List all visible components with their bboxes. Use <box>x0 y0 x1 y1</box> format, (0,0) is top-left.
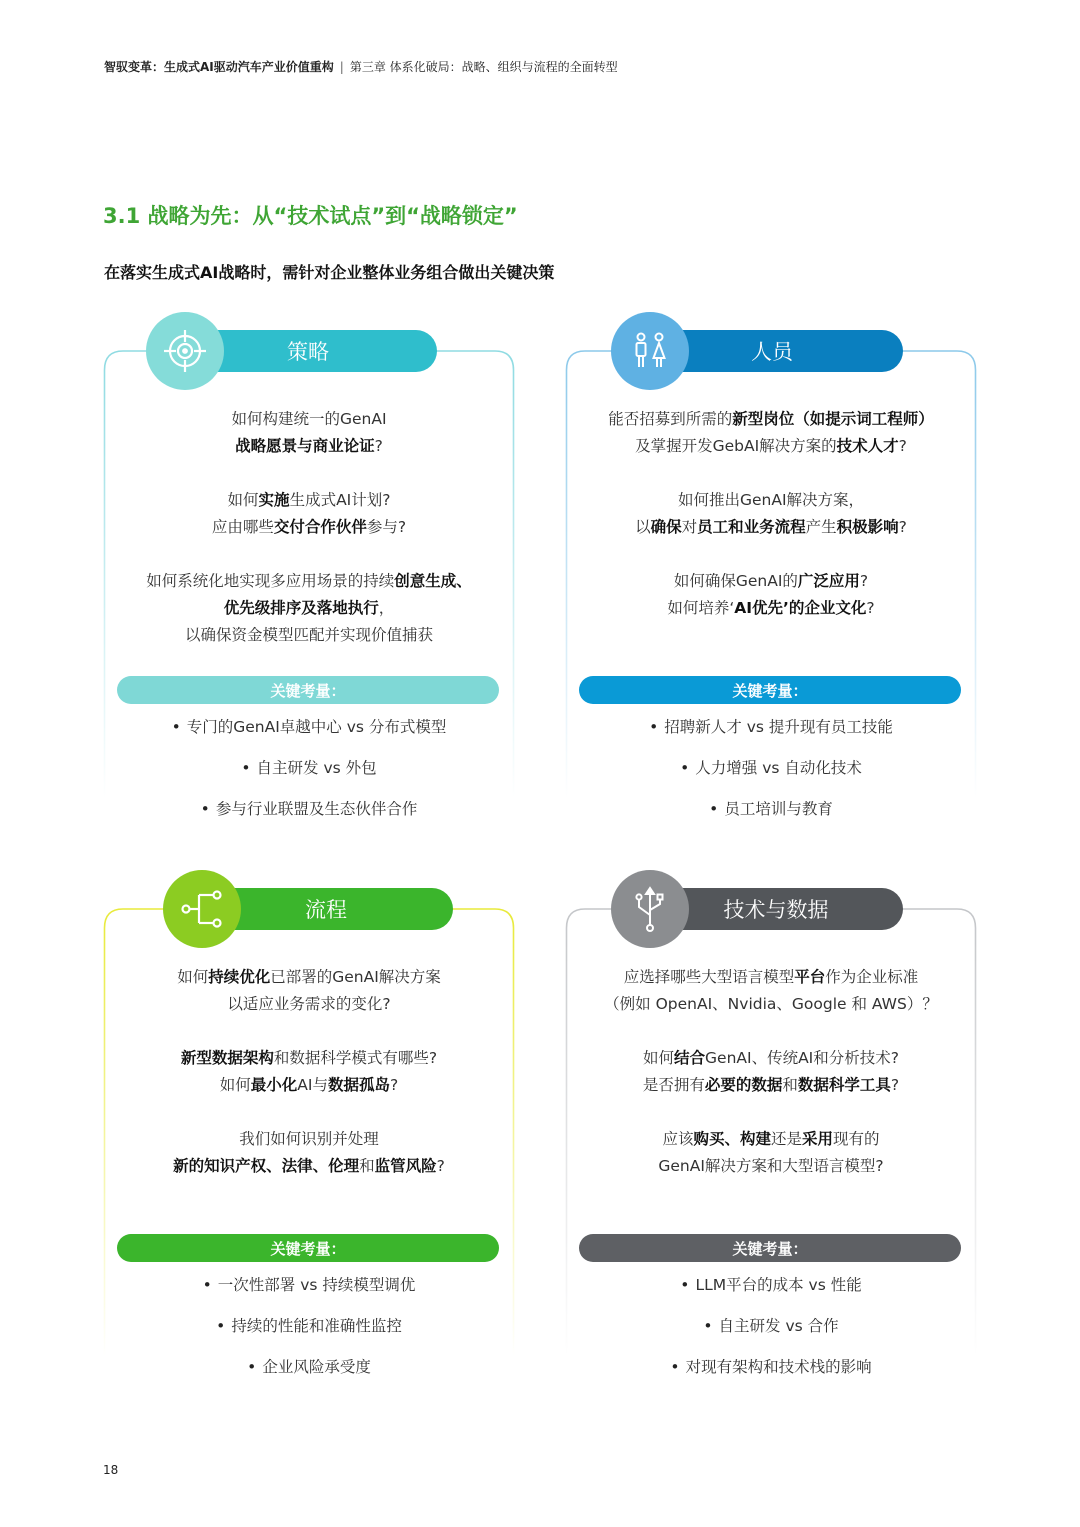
question-line <box>571 964 971 991</box>
question-line <box>109 991 509 1018</box>
emphasis-text: 战略愿景与商业论证 <box>235 437 375 455</box>
question-text: 及掌握开发GebAI解决方案的 <box>635 437 837 455</box>
emphasis-text: 实施 <box>258 491 290 509</box>
question-line <box>571 568 971 595</box>
question-line <box>571 991 971 1018</box>
emphasis-text: 监管风险 <box>374 1157 437 1175</box>
card-title: 流程 <box>305 898 347 922</box>
bullet-list <box>109 1272 509 1395</box>
card-process <box>103 868 515 1376</box>
question-line <box>109 406 509 433</box>
question-text: 以 <box>635 518 651 536</box>
question-line <box>109 1045 509 1072</box>
question-line <box>109 433 509 460</box>
emphasis-text: 持续优化 <box>208 968 271 986</box>
question-text: 是否拥有 <box>642 1076 705 1094</box>
question-line <box>109 487 509 514</box>
question-text: 如何构建统一的GenAI <box>231 410 387 428</box>
emphasis-text: 优先级排序及落地执行 <box>223 599 379 617</box>
question-line <box>571 433 971 460</box>
bullet-list <box>109 714 509 837</box>
question-text: 如何 <box>643 1049 675 1067</box>
question-text: 产生 <box>805 518 837 536</box>
question <box>109 964 509 1018</box>
question <box>109 406 509 460</box>
card-title: 策略 <box>287 340 329 364</box>
question-text: 如何系统化地实现多应用场景的持续 <box>146 572 395 590</box>
bullet-item: • 对现有架构和技术栈的影响 <box>571 1354 971 1395</box>
flow-branch-icon <box>163 870 241 948</box>
page-number: 18 <box>103 1463 119 1477</box>
question <box>109 1045 509 1099</box>
emphasis-text: 结合 <box>674 1049 706 1067</box>
emphasis-text: 技术人才 <box>836 437 899 455</box>
bullet-item: • 企业风险承受度 <box>109 1354 509 1395</box>
question-line <box>109 622 509 649</box>
question-text: 生成式AI计划? <box>289 491 391 509</box>
header-separator: | <box>339 60 344 74</box>
chapter-title: 第三章 体系化破局：战略、组织与流程的全面转型 <box>349 60 618 74</box>
question-text: 以确保资金模型匹配并实现价值捕获 <box>184 626 433 644</box>
question-text: ? <box>859 572 869 590</box>
question-text: 和数据科学模式有哪些? <box>273 1049 438 1067</box>
key-considerations-label: 关键考量： <box>732 1239 808 1258</box>
question-text: 能否招募到所需的 <box>608 410 733 428</box>
emphasis-text: 广泛应用 <box>797 572 860 590</box>
question-line <box>109 964 509 991</box>
emphasis-text: 创意生成、 <box>394 572 472 590</box>
bullet-item: • 持续的性能和准确性监控 <box>109 1313 509 1354</box>
question-line <box>109 568 509 595</box>
question-text: 和 <box>782 1076 798 1094</box>
question-line <box>109 514 509 541</box>
question-text: GenAI解决方案和大型语言模型? <box>658 1157 884 1175</box>
question-list <box>109 406 509 676</box>
question-text: ? <box>390 1076 399 1094</box>
question <box>109 568 509 649</box>
question-line <box>571 595 971 622</box>
crosshair-icon <box>146 312 224 390</box>
question-text: 如何培养‘ <box>667 599 735 617</box>
bullet-item: • 专门的GenAI卓越中心 vs 分布式模型 <box>109 714 509 755</box>
question-line <box>571 487 971 514</box>
bullet-item: • 自主研发 vs 合作 <box>571 1313 971 1354</box>
card-people <box>565 310 977 818</box>
question-text: 我们如何识别并处理 <box>239 1130 379 1148</box>
question-line <box>571 1045 971 1072</box>
card-title: 人员 <box>751 340 793 364</box>
emphasis-text: 新型岗位（如提示词工程师） <box>732 410 934 428</box>
question-text: 作为企业标准 <box>825 968 919 986</box>
section-title: 3.1 战略为先：从“技术试点”到“战略锁定” <box>103 204 518 228</box>
bullet-item: • 招聘新人才 vs 提升现有员工技能 <box>571 714 971 755</box>
question-line <box>109 1153 509 1180</box>
emphasis-text: 新型数据架构 <box>180 1049 274 1067</box>
question-text: 如何 <box>219 1076 251 1094</box>
question-line <box>109 1072 509 1099</box>
question-text: 应该 <box>662 1130 694 1148</box>
bullet-item: • 员工培训与教育 <box>571 796 971 837</box>
question-text: 以适应业务需求的变化? <box>227 995 391 1013</box>
question-line <box>109 595 509 622</box>
question-text: ? <box>890 1076 900 1094</box>
question-line <box>571 1072 971 1099</box>
question-text: 应由哪些 <box>211 518 274 536</box>
key-considerations-bar <box>579 676 961 704</box>
question <box>571 1045 971 1099</box>
question-list <box>571 406 971 649</box>
bullet-item: • LLM平台的成本 vs 性能 <box>571 1272 971 1313</box>
key-considerations-label: 关键考量： <box>270 1239 346 1258</box>
emphasis-text: 积极影响 <box>836 518 899 536</box>
card-tech-data <box>565 868 977 1376</box>
bullet-item: • 自主研发 vs 外包 <box>109 755 509 796</box>
emphasis-text: 交付合作伙伴 <box>273 518 367 536</box>
question-text: 和 <box>359 1157 375 1175</box>
question-text: ? <box>898 518 907 536</box>
key-considerations-bar <box>579 1234 961 1262</box>
key-considerations-bar <box>117 1234 499 1262</box>
question-text: ， <box>378 599 395 617</box>
emphasis-text: 数据科学工具 <box>797 1076 891 1094</box>
bullet-list <box>571 714 971 837</box>
emphasis-text: 新的知识产权、法律、伦理 <box>173 1157 360 1175</box>
emphasis-text: 平台 <box>794 968 826 986</box>
emphasis-text: 员工和业务流程 <box>697 518 806 536</box>
question-line <box>571 1126 971 1153</box>
question-text: 如何 <box>227 491 259 509</box>
emphasis-text: 确保 <box>650 518 682 536</box>
question-text: 现有的 <box>833 1130 880 1148</box>
emphasis-text: 最小化 <box>250 1076 298 1094</box>
emphasis-text: 数据孤岛 <box>327 1076 390 1094</box>
running-header <box>104 58 618 75</box>
question <box>109 487 509 541</box>
bullet-list <box>571 1272 971 1395</box>
question-line <box>571 514 971 541</box>
question-text: 参与? <box>366 518 407 536</box>
bullet-item: • 一次性部署 vs 持续模型调优 <box>109 1272 509 1313</box>
question-text: ? <box>866 599 875 617</box>
question <box>571 964 971 1018</box>
key-considerations-label: 关键考量： <box>270 681 346 700</box>
question-text: 对 <box>681 518 698 536</box>
question-text: 已部署的GenAI解决方案 <box>270 968 441 986</box>
question-list <box>571 964 971 1207</box>
question-line <box>571 406 971 433</box>
question-text: ? <box>898 437 907 455</box>
question-text: 如何 <box>177 968 209 986</box>
people-icon <box>611 312 689 390</box>
question-line <box>109 1126 509 1153</box>
question-text: ? <box>374 437 383 455</box>
question-text: GenAI、传统AI和分析技术? <box>705 1049 899 1067</box>
section-subtitle: 在落实生成式AI战略时，需针对企业整体业务组合做出关键决策 <box>104 263 555 282</box>
question-text: AI与 <box>297 1076 328 1094</box>
emphasis-text: 购买、构建 <box>693 1130 771 1148</box>
question-text: ? <box>436 1157 445 1175</box>
question <box>571 406 971 460</box>
document-title: 智驭变革：生成式AI驱动汽车产业价值重构 <box>104 60 334 74</box>
question-text: （例如 OpenAI、Nvidia、Google 和 AWS）？ <box>604 995 938 1013</box>
question <box>571 1126 971 1180</box>
question-text: 应选择哪些大型语言模型 <box>623 968 795 986</box>
card-title: 技术与数据 <box>723 898 829 922</box>
emphasis-text: 必要的数据 <box>704 1076 783 1094</box>
question-text: 如何确保GenAI的 <box>673 572 798 590</box>
bullet-item: • 人力增强 vs 自动化技术 <box>571 755 971 796</box>
card-strategy <box>103 310 515 818</box>
question-text: 如何推出GenAI解决方案， <box>677 491 865 509</box>
question <box>571 487 971 541</box>
key-considerations-label: 关键考量： <box>732 681 808 700</box>
question <box>571 568 971 622</box>
question-line <box>571 1153 971 1180</box>
question-text: 还是 <box>770 1130 802 1148</box>
key-considerations-bar <box>117 676 499 704</box>
usb-icon <box>611 870 689 948</box>
emphasis-text: 采用 <box>802 1130 834 1148</box>
bullet-item: • 参与行业联盟及生态伙伴合作 <box>109 796 509 837</box>
emphasis-text: AI优先’的企业文化 <box>734 599 867 617</box>
question <box>109 1126 509 1180</box>
question-list <box>109 964 509 1207</box>
